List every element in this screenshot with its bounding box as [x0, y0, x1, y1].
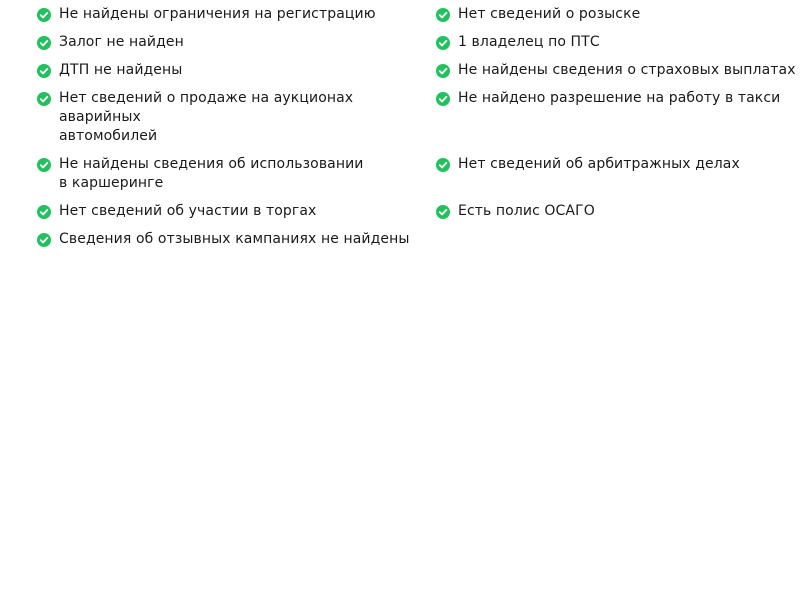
check-item-left — [37, 5, 436, 24]
check-circle-icon — [436, 8, 450, 22]
check-item-right — [436, 33, 797, 52]
check-item-label: Не найдены сведения о страховых выплатах — [458, 62, 796, 78]
empty-cell — [436, 230, 797, 249]
check-circle-icon — [37, 205, 51, 219]
check-item-right — [436, 5, 797, 24]
check-circle-icon — [37, 233, 51, 247]
check-circle-icon — [436, 36, 450, 50]
check-item-left — [37, 230, 436, 249]
check-item-right — [436, 89, 797, 146]
check-circle-icon — [37, 36, 51, 50]
check-item-left — [37, 33, 436, 52]
check-item-label: Нет сведений о продаже на аукционах аварийных автомобилей — [59, 90, 354, 144]
check-circle-icon — [37, 92, 51, 106]
check-item-right — [436, 202, 797, 221]
check-item-right — [436, 155, 797, 193]
check-item-label: Сведения об отзывных кампаниях не найдены — [59, 231, 410, 247]
check-item-label: Нет сведений об участии в торгах — [59, 203, 317, 219]
check-item-left — [37, 202, 436, 221]
check-circle-icon — [37, 64, 51, 78]
check-item-label: Нет сведений о розыске — [458, 6, 641, 22]
check-circle-icon — [436, 158, 450, 172]
check-item-label: Залог не найден — [59, 34, 184, 50]
check-item-label: Есть полис ОСАГО — [458, 203, 595, 219]
check-item-left — [37, 61, 436, 80]
check-item-label: Нет сведений об арбитражных делах — [458, 156, 740, 172]
check-circle-icon — [436, 92, 450, 106]
check-item-label: Не найдено разрешение на работу в такси — [458, 90, 781, 106]
check-item-label: 1 владелец по ПТС — [458, 34, 600, 50]
check-circle-icon — [436, 64, 450, 78]
check-circle-icon — [37, 158, 51, 172]
check-item-left — [37, 89, 436, 146]
check-item-label: ДТП не найдены — [59, 62, 183, 78]
check-item-label: Не найдены ограничения на регистрацию — [59, 6, 376, 22]
check-item-left — [37, 155, 436, 193]
check-circle-icon — [436, 205, 450, 219]
check-item-right — [436, 61, 797, 80]
check-results-list — [37, 0, 797, 249]
check-item-label: Не найдены сведения об использовании в каршеринге — [59, 156, 364, 191]
check-circle-icon — [37, 8, 51, 22]
